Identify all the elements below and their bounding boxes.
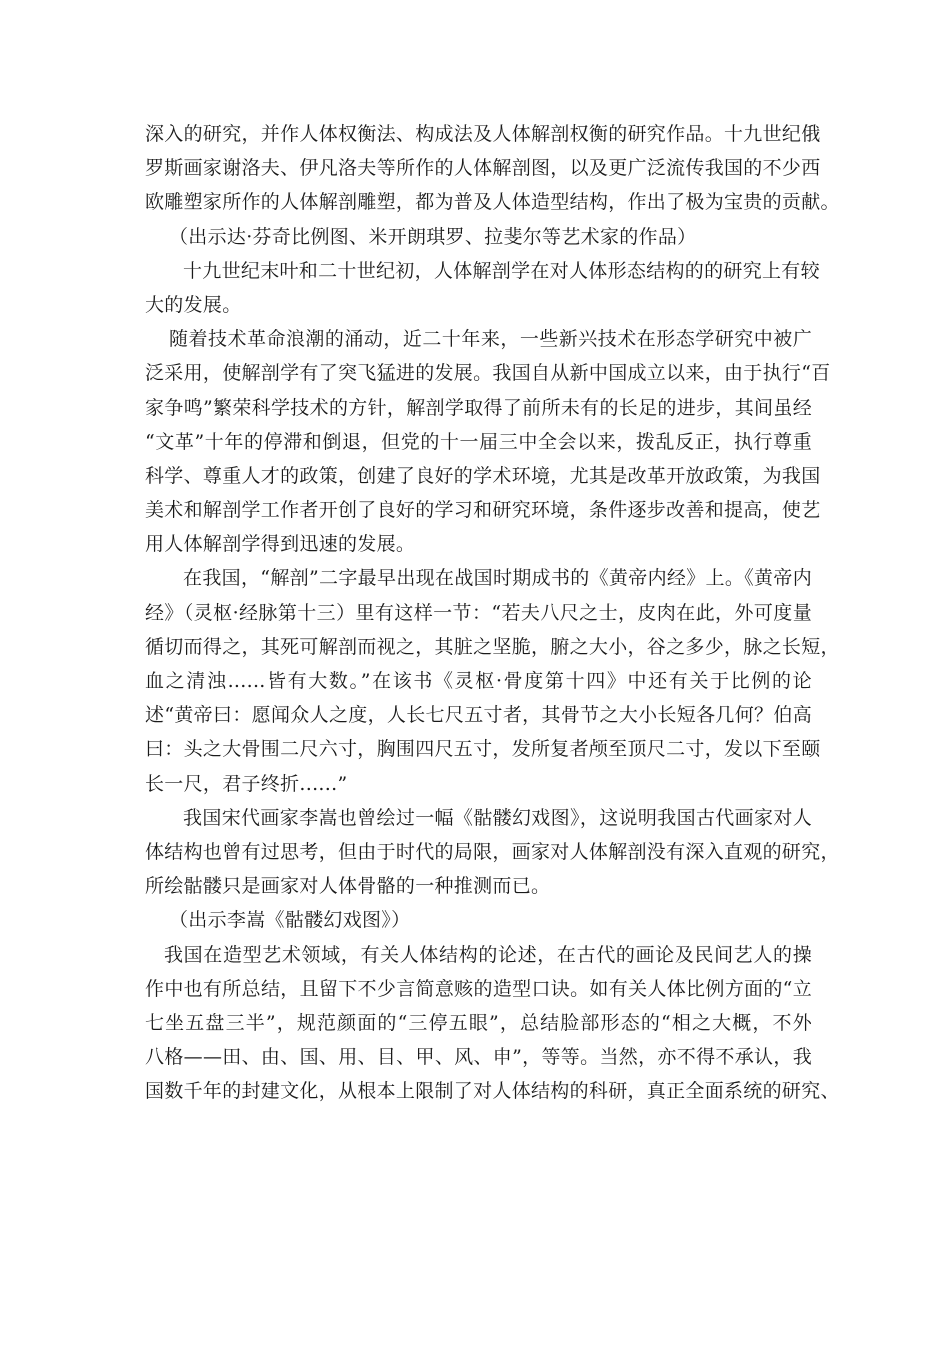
text-line: 欧雕塑家所作的人体解剖雕塑，都为普及人体造型结构，作出了极为宝贵的贡献。 — [145, 191, 840, 214]
text-line: 曰：头之大骨围二尺六寸，胸围四尺五寸，发所复者颅至顶尺二寸，发以下至颐 — [145, 738, 821, 761]
text-line: 我国在造型艺术领域，有关人体结构的论述，在古代的画论及民间艺人的操 — [164, 943, 812, 966]
text-line: 泛采用，使解剖学有了突飞猛进的发展。我国自从新中国成立以来，由于执行“百 — [145, 362, 831, 385]
text-line: 八格——田、由、国、用、目、甲、风、申”，等等。当然，亦不得不承认，我 — [145, 1046, 812, 1069]
caption-line: （出示李嵩《骷髅幻戏图》） — [169, 909, 411, 932]
text-line: 我国宋代画家李嵩也曾绘过一幅《骷髅幻戏图》，这说明我国古代画家对人 — [183, 806, 812, 829]
body-text — [145, 117, 840, 1108]
caption-line: （出示达·芬奇比例图、米开朗琪罗、拉斐尔等艺术家的作品） — [169, 225, 697, 248]
text-line: 随着技术革命浪潮的涌动，近二十年来，一些新兴技术在形态学研究中被广 — [169, 328, 812, 351]
text-line: 七坐五盘三半”，规范颜面的“三停五眼”，总结脸部形态的“相之大概，不外 — [145, 1011, 812, 1034]
text-line: 所绘骷髅只是画家对人体骨骼的一种推测而已。 — [145, 875, 551, 898]
text-line: 长一尺，君子终折......” — [145, 772, 348, 795]
text-line: 大的发展。 — [145, 293, 242, 316]
text-line: 作中也有所总结，且留下不少言简意赅的造型口诀。如有关人体比例方面的“立 — [145, 977, 812, 1000]
text-line: 深入的研究，并作人体权衡法、构成法及人体解剖权衡的研究作品。十九世纪俄 — [145, 123, 821, 145]
text-line: 罗斯画家谢洛夫、伊凡洛夫等所作的人体解剖图，以及更广泛流传我国的不少西 — [145, 157, 821, 180]
text-line: 经》（灵枢·经脉第十三）里有这样一节：“若夫八尺之士，皮肉在此，外可度量 — [145, 601, 812, 624]
text-line: 血之清浊......皆有大数。”在该书《灵枢·骨度第十四》中还有关于比例的论 — [145, 670, 812, 692]
text-line: 美术和解剖学工作者开创了良好的学习和研究环境，条件逐步改善和提高，使艺 — [145, 499, 821, 522]
text-line: 国数千年的封建文化，从根本上限制了对人体结构的科研，真正全面系统的研究、 — [145, 1080, 840, 1103]
text-line: 用人体解剖学得到迅速的发展。 — [145, 533, 416, 556]
text-line: 十九世纪末叶和二十世纪初，人体解剖学在对人体形态结构的的研究上有较 — [183, 259, 820, 282]
text-line: “文革”十年的停滞和倒退，但党的十一届三中全会以来，拨乱反正，执行尊重 — [145, 430, 812, 453]
text-line: 体结构也曾有过思考，但由于时代的局限，画家对人体解剖没有深入直观的研究， — [145, 840, 840, 863]
text-line: 家争鸣”繁荣科学技术的方针，解剖学取得了前所未有的长足的进步，其间虽经 — [145, 396, 812, 419]
text-line: 在我国，“解剖”二字最早出现在战国时期成书的《黄帝内经》上。《黄帝内 — [183, 567, 812, 590]
text-line: 循切而得之，其死可解剖而视之，其脏之坚脆，腑之大小，谷之多少，脉之长短， — [145, 635, 840, 658]
text-line: 科学、尊重人才的政策，创建了良好的学术环境，尤其是改革开放政策，为我国 — [145, 464, 821, 487]
text-line: 述“黄帝曰：愿闻众人之度，人长七尺五寸者，其骨节之大小长短各几何？伯高 — [145, 704, 812, 727]
